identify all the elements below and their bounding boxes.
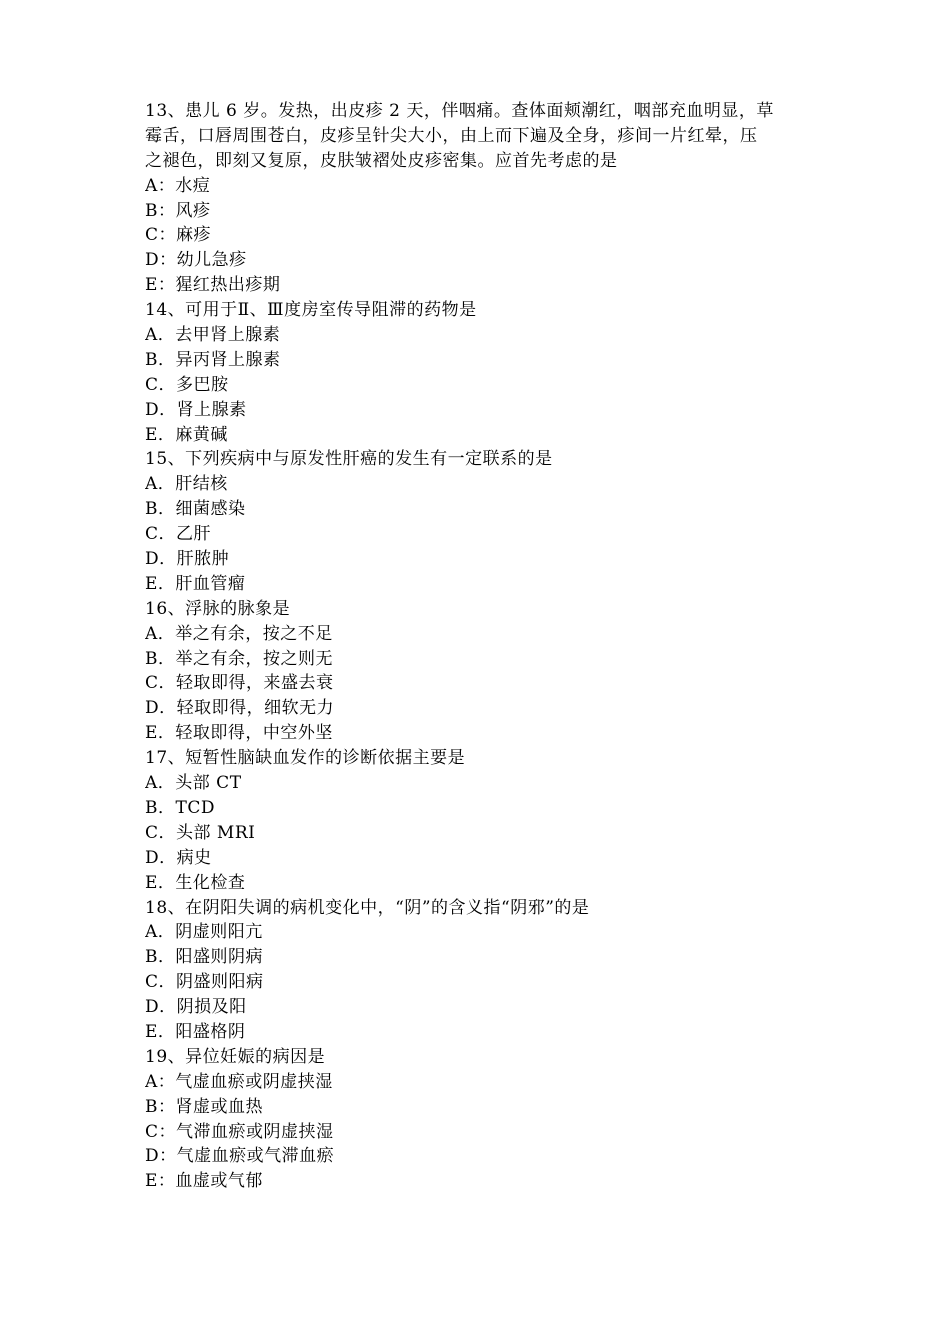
- option-d: D．阴损及阳: [145, 997, 247, 1018]
- option-d: D：幼儿急疹: [145, 250, 247, 271]
- option-a: A．肝结核: [145, 474, 228, 495]
- stem-line: 13、患儿 6 岁。发热，出皮疹 2 天，伴咽痛。查体面颊潮红，咽部充血明显，草: [145, 101, 774, 121]
- option-e: E．麻黄碱: [145, 424, 228, 445]
- question-stem: 15、下列疾病中与原发性肝癌的发生有一定联系的是: [145, 449, 553, 470]
- document-page: [145, 99, 813, 1194]
- option-c: C．多巴胺: [145, 374, 229, 395]
- question-17: [145, 746, 813, 895]
- question-stem: 19、异位妊娠的病因是: [145, 1046, 326, 1067]
- question-15: [145, 447, 813, 596]
- option-e: E．轻取即得，中空外坚: [145, 723, 333, 744]
- option-b: B：风疹: [145, 200, 211, 221]
- option-c: C．头部 MRI: [145, 822, 256, 843]
- option-e: E．肝血管瘤: [145, 573, 246, 594]
- option-a: A．阴虚则阳亢: [145, 922, 263, 943]
- stem-line: 霉舌，口唇周围苍白，皮疹呈针尖大小，由上而下遍及全身，疹间一片红晕，压: [145, 125, 758, 146]
- option-b: B：肾虚或血热: [145, 1096, 263, 1117]
- stem-line: 之褪色，即刻又复原，皮肤皱褶处皮疹密集。应首先考虑的是: [145, 150, 618, 171]
- option-d: D．肝脓肿: [145, 549, 230, 570]
- option-b: B．细菌感染: [145, 499, 246, 520]
- option-d: D．肾上腺素: [145, 399, 247, 420]
- option-e: E．生化检查: [145, 872, 246, 893]
- option-c: C．乙肝: [145, 524, 212, 545]
- option-c: C．阴盛则阳病: [145, 972, 264, 993]
- option-b: B．异丙肾上腺素: [145, 349, 281, 370]
- option-d: D．轻取即得，细软无力: [145, 698, 335, 719]
- question-19: [145, 1045, 813, 1194]
- option-c: C：麻疹: [145, 225, 212, 246]
- option-a: A．头部 CT: [145, 773, 242, 794]
- question-14: [145, 298, 813, 447]
- question-18: [145, 896, 813, 1045]
- option-a: A：水痘: [145, 175, 211, 196]
- option-d: D．病史: [145, 847, 212, 868]
- option-a: A．去甲肾上腺素: [145, 325, 281, 346]
- question-stem: 14、可用于Ⅱ、Ⅲ度房室传导阻滞的药物是: [145, 300, 477, 321]
- option-b: B．阳盛则阴病: [145, 947, 263, 968]
- option-e: E．阳盛格阴: [145, 1021, 246, 1042]
- question-16: [145, 597, 813, 746]
- option-a: A．举之有余，按之不足: [145, 623, 333, 644]
- option-a: A：气虚血瘀或阴虚挟湿: [145, 1071, 333, 1092]
- option-e: E：猩红热出疹期: [145, 275, 281, 296]
- option-e: E：血虚或气郁: [145, 1171, 263, 1192]
- question-stem: 16、浮脉的脉象是: [145, 598, 291, 619]
- question-stem: 17、短暂性脑缺血发作的诊断依据主要是: [145, 748, 466, 769]
- option-c: C：气滞血瘀或阴虚挟湿: [145, 1121, 334, 1142]
- option-b: B．TCD: [145, 797, 215, 818]
- option-d: D：气虚血瘀或气滞血瘀: [145, 1146, 335, 1167]
- question-stem: [145, 99, 813, 174]
- question-stem: 18、在阴阳失调的病机变化中，“阴”的含义指“阴邪”的是: [145, 897, 590, 918]
- question-13: [145, 99, 813, 298]
- option-c: C．轻取即得，来盛去衰: [145, 673, 334, 694]
- option-b: B．举之有余，按之则无: [145, 648, 333, 669]
